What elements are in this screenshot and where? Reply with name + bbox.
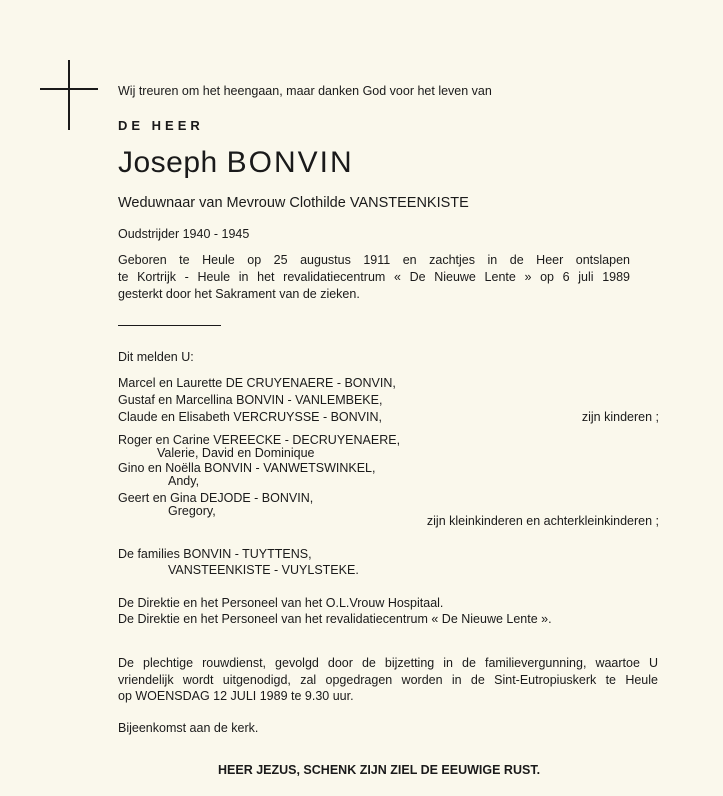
gathering-line: Bijeenkomst aan de kerk. bbox=[118, 721, 259, 735]
institution-entry: De Direktie en het Personeel van het O.L.Vrouw Hospitaal. bbox=[118, 596, 444, 610]
veteran-line: Oudstrijder 1940 - 1945 bbox=[118, 227, 250, 241]
grandchild-entry: Valerie, David en Dominique bbox=[157, 446, 315, 460]
last-name: BONVIN bbox=[226, 146, 354, 179]
first-name: Joseph bbox=[118, 146, 218, 179]
birth-death-line: te Kortrijk - Heule in het revalidatiecentrum « De Nieuwe Lente » op 6 juli 1989 bbox=[118, 270, 630, 284]
separator-rule bbox=[118, 325, 221, 326]
announce-line: Dit melden U: bbox=[118, 350, 194, 364]
service-line: op WOENSDAG 12 JULI 1989 te 9.30 uur. bbox=[118, 689, 354, 703]
institution-entry: De Direktie en het Personeel van het revalidatiecentrum « De Nieuwe Lente ». bbox=[118, 612, 552, 626]
cross-horizontal-bar bbox=[40, 88, 98, 90]
grandchild-entry: Gino en Noëlla BONVIN - VANWETSWINKEL, bbox=[118, 461, 376, 475]
widower-line: Weduwnaar van Mevrouw Clothilde VANSTEENKISTE bbox=[118, 195, 469, 211]
family-entry: VANSTEENKISTE - VUYLSTEKE. bbox=[168, 563, 359, 577]
grandchildren-label: zijn kleinkinderen en achterkleinkinderen ; bbox=[426, 514, 659, 528]
birth-death-line: gesterkt door het Sakrament van de zieken. bbox=[118, 287, 360, 301]
child-entry: Marcel en Laurette DE CRUYENAERE - BONVIN, bbox=[118, 376, 396, 390]
birth-death-line: Geboren te Heule op 25 augustus 1911 en zachtjes in de Heer ontslapen bbox=[118, 253, 630, 267]
child-entry: Gustaf en Marcellina BONVIN - VANLEMBEKE, bbox=[118, 393, 383, 407]
closing-prayer: HEER JEZUS, SCHENK ZIJN ZIEL DE EEUWIGE RUST. bbox=[218, 763, 541, 777]
grandchild-entry: Gregory, bbox=[168, 504, 216, 518]
family-entry: De families BONVIN - TUYTTENS, bbox=[118, 547, 312, 561]
grandchild-entry: Geert en Gina DEJODE - BONVIN, bbox=[118, 491, 314, 505]
service-line: vriendelijk wordt uitgenodigd, zal opgedragen worden in de Sint-Eutropiuskerk te Heule bbox=[118, 673, 658, 687]
deceased-name bbox=[118, 146, 354, 180]
child-entry: Claude en Elisabeth VERCRUYSSE - BONVIN, bbox=[118, 410, 382, 424]
service-line: De plechtige rouwdienst, gevolgd door de bijzetting in de familievergunning, waartoe U bbox=[118, 656, 658, 670]
grandchild-entry: Roger en Carine VEREECKE - DECRUYENAERE, bbox=[118, 433, 401, 447]
intro-line: Wij treuren om het heengaan, maar danken God voor het leven van bbox=[118, 84, 492, 98]
grandchild-entry: Andy, bbox=[168, 474, 200, 488]
cross-vertical-bar bbox=[68, 60, 70, 130]
children-label: zijn kinderen ; bbox=[581, 410, 659, 424]
title-prefix: DE HEER bbox=[118, 118, 204, 133]
